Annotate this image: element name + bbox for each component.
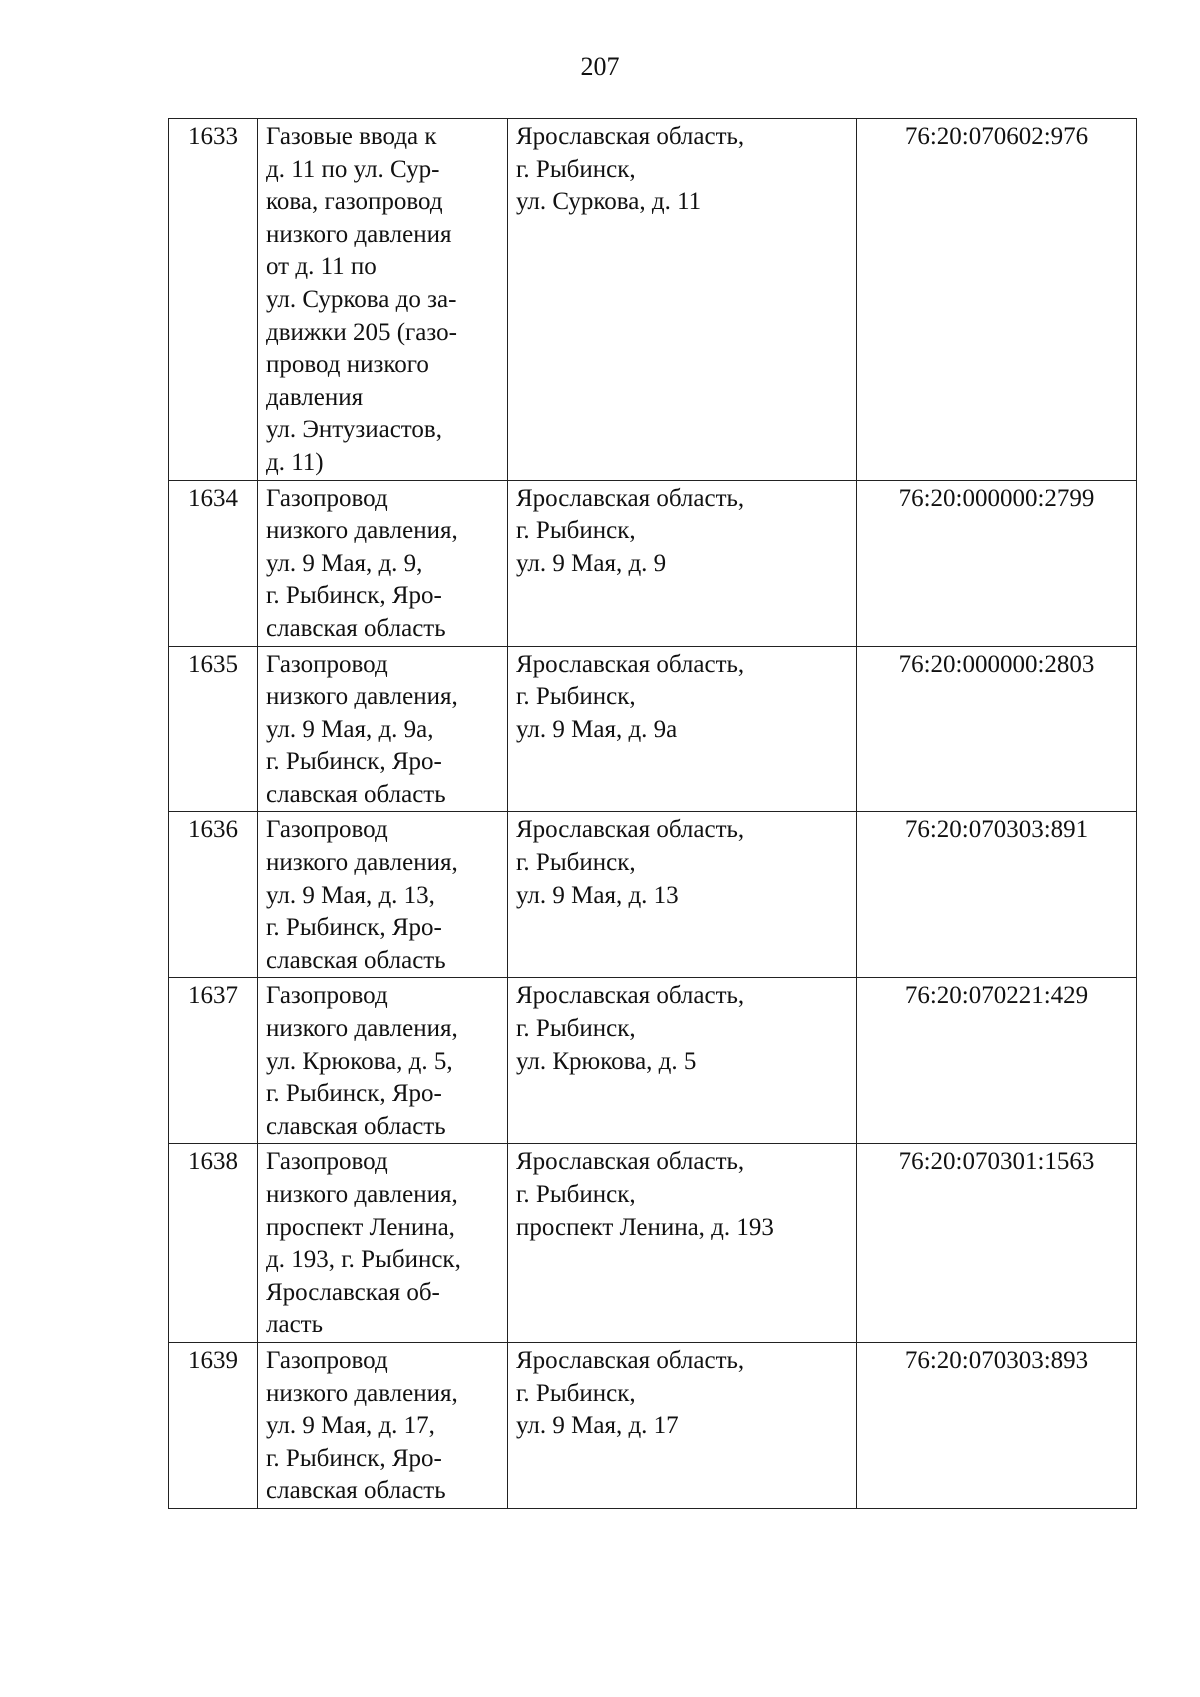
page-number: 207 xyxy=(580,52,620,81)
object-name: Газопровод низкого давления, ул. 9 Мая, д. 9а, г. Рыбинск, Яро- славская область xyxy=(258,646,508,812)
cadastral-number: 76:20:070301:1563 xyxy=(857,1144,1137,1343)
object-address: Ярославская область, г. Рыбинск, ул. 9 Мая, д. 9а xyxy=(508,646,857,812)
object-address: Ярославская область, г. Рыбинск, ул. Крюкова, д. 5 xyxy=(508,978,857,1144)
object-name: Газопровод низкого давления, ул. 9 Мая, д. 9, г. Рыбинск, Яро- славская область xyxy=(258,480,508,646)
table-row xyxy=(169,1342,1137,1508)
row-number: 1634 xyxy=(169,480,258,646)
object-name: Газовые ввода к д. 11 по ул. Сур- кова, газопровод низкого давления от д. 11 по ул. Суркова до за- движки 205 (газо- провод низкого давления ул. Энтузиастов, д. 11) xyxy=(258,119,508,481)
object-address: Ярославская область, г. Рыбинск, ул. 9 Мая, д. 9 xyxy=(508,480,857,646)
object-address: Ярославская область, г. Рыбинск, ул. 9 Мая, д. 17 xyxy=(508,1342,857,1508)
property-registry-table xyxy=(168,118,1137,1509)
object-address: Ярославская область, г. Рыбинск, ул. Суркова, д. 11 xyxy=(508,119,857,481)
table-row xyxy=(169,812,1137,978)
table-row xyxy=(169,646,1137,812)
object-address: Ярославская область, г. Рыбинск, ул. 9 Мая, д. 13 xyxy=(508,812,857,978)
object-name: Газопровод низкого давления, проспект Ленина, д. 193, г. Рыбинск, Ярославская об- ласть xyxy=(258,1144,508,1343)
cadastral-number: 76:20:070602:976 xyxy=(857,119,1137,481)
cadastral-number: 76:20:000000:2799 xyxy=(857,480,1137,646)
row-number: 1636 xyxy=(169,812,258,978)
object-address: Ярославская область, г. Рыбинск, проспект Ленина, д. 193 xyxy=(508,1144,857,1343)
table-row xyxy=(169,480,1137,646)
table-row xyxy=(169,1144,1137,1343)
cadastral-number: 76:20:070221:429 xyxy=(857,978,1137,1144)
row-number: 1633 xyxy=(169,119,258,481)
table-row xyxy=(169,119,1137,481)
row-number: 1637 xyxy=(169,978,258,1144)
row-number: 1638 xyxy=(169,1144,258,1343)
object-name: Газопровод низкого давления, ул. 9 Мая, д. 17, г. Рыбинск, Яро- славская область xyxy=(258,1342,508,1508)
cadastral-number: 76:20:070303:891 xyxy=(857,812,1137,978)
object-name: Газопровод низкого давления, ул. Крюкова, д. 5, г. Рыбинск, Яро- славская область xyxy=(258,978,508,1144)
cadastral-number: 76:20:070303:893 xyxy=(857,1342,1137,1508)
row-number: 1635 xyxy=(169,646,258,812)
object-name: Газопровод низкого давления, ул. 9 Мая, д. 13, г. Рыбинск, Яро- славская область xyxy=(258,812,508,978)
row-number: 1639 xyxy=(169,1342,258,1508)
cadastral-number: 76:20:000000:2803 xyxy=(857,646,1137,812)
table-row xyxy=(169,978,1137,1144)
